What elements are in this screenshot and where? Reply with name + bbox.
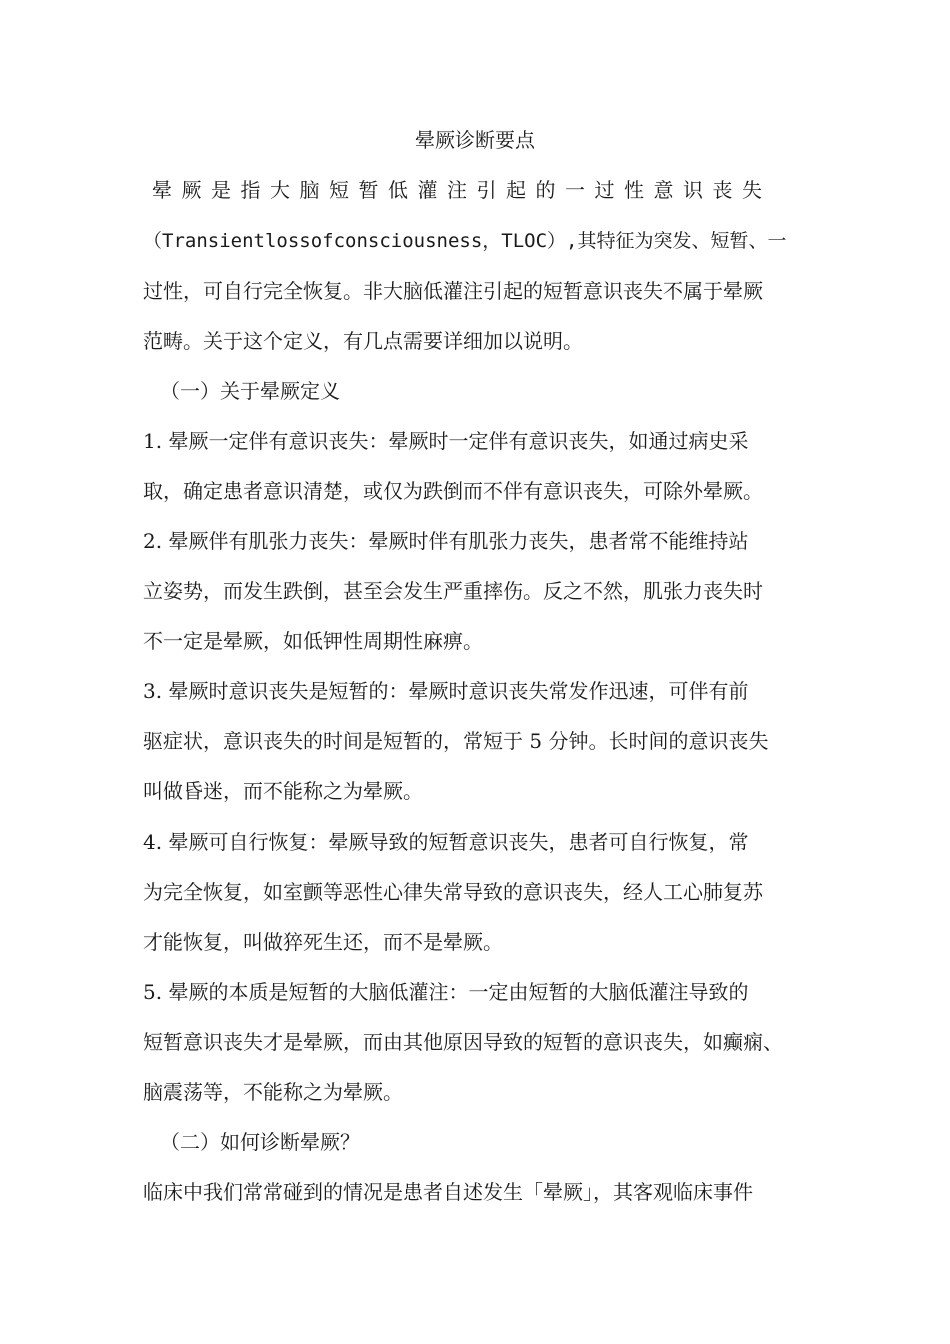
paragraph-line: 过性，可自行完全恢复。非大脑低灌注引起的短暂意识丧失不属于晕厥 <box>143 279 763 303</box>
list-item-line: 2. 晕厥伴有肌张力丧失：晕厥时伴有肌张力丧失，患者常不能维持站 <box>143 529 749 553</box>
paragraph-line: （Transientlossofconsciousness，TLOC）,其特征为突发、短暂、一 <box>143 230 787 252</box>
list-item-line: 为完全恢复，如室颤等恶性心律失常导致的意识丧失，经人工心肺复苏 <box>143 880 763 904</box>
list-item-line: 驱症状，意识丧失的时间是短暂的，常短于 5 分钟。长时间的意识丧失 <box>143 729 769 753</box>
list-item-line: 短暂意识丧失才是晕厥，而由其他原因导致的短暂的意识丧失，如癫痫、 <box>143 1030 783 1054</box>
list-item-line: 叫做昏迷，而不能称之为晕厥。 <box>143 779 423 803</box>
list-item-line: 1. 晕厥一定伴有意识丧失：晕厥时一定伴有意识丧失，如通过病史采 <box>143 429 749 453</box>
list-item-line: 不一定是晕厥，如低钾性周期性麻痹。 <box>143 629 483 653</box>
list-item-line: 取，确定患者意识清楚，或仅为跌倒而不伴有意识丧失，可除外晕厥。 <box>143 479 763 503</box>
list-item-line: 5. 晕厥的本质是短暂的大脑低灌注：一定由短暂的大脑低灌注导致的 <box>143 980 749 1004</box>
paragraph-line: 临床中我们常常碰到的情况是患者自述发生「晕厥」，其客观临床事件 <box>143 1180 753 1204</box>
section-heading: （二）如何诊断晕厥？ <box>160 1130 360 1154</box>
document-title: 晕厥诊断要点 <box>415 128 535 152</box>
section-heading: （一）关于晕厥定义 <box>160 379 340 403</box>
list-item-line: 脑震荡等，不能称之为晕厥。 <box>143 1080 403 1104</box>
list-item-line: 3. 晕厥时意识丧失是短暂的：晕厥时意识丧失常发作迅速，可伴有前 <box>143 679 749 703</box>
paragraph-line: 晕厥是指大脑短暂低灌注引起的一过性意识丧失 <box>152 178 772 202</box>
paragraph-line: 范畴。关于这个定义，有几点需要详细加以说明。 <box>143 329 583 353</box>
list-item-line: 才能恢复，叫做猝死生还，而不是晕厥。 <box>143 930 503 954</box>
list-item-line: 4. 晕厥可自行恢复：晕厥导致的短暂意识丧失，患者可自行恢复，常 <box>143 830 749 854</box>
list-item-line: 立姿势，而发生跌倒，甚至会发生严重摔伤。反之不然，肌张力丧失时 <box>143 579 763 603</box>
